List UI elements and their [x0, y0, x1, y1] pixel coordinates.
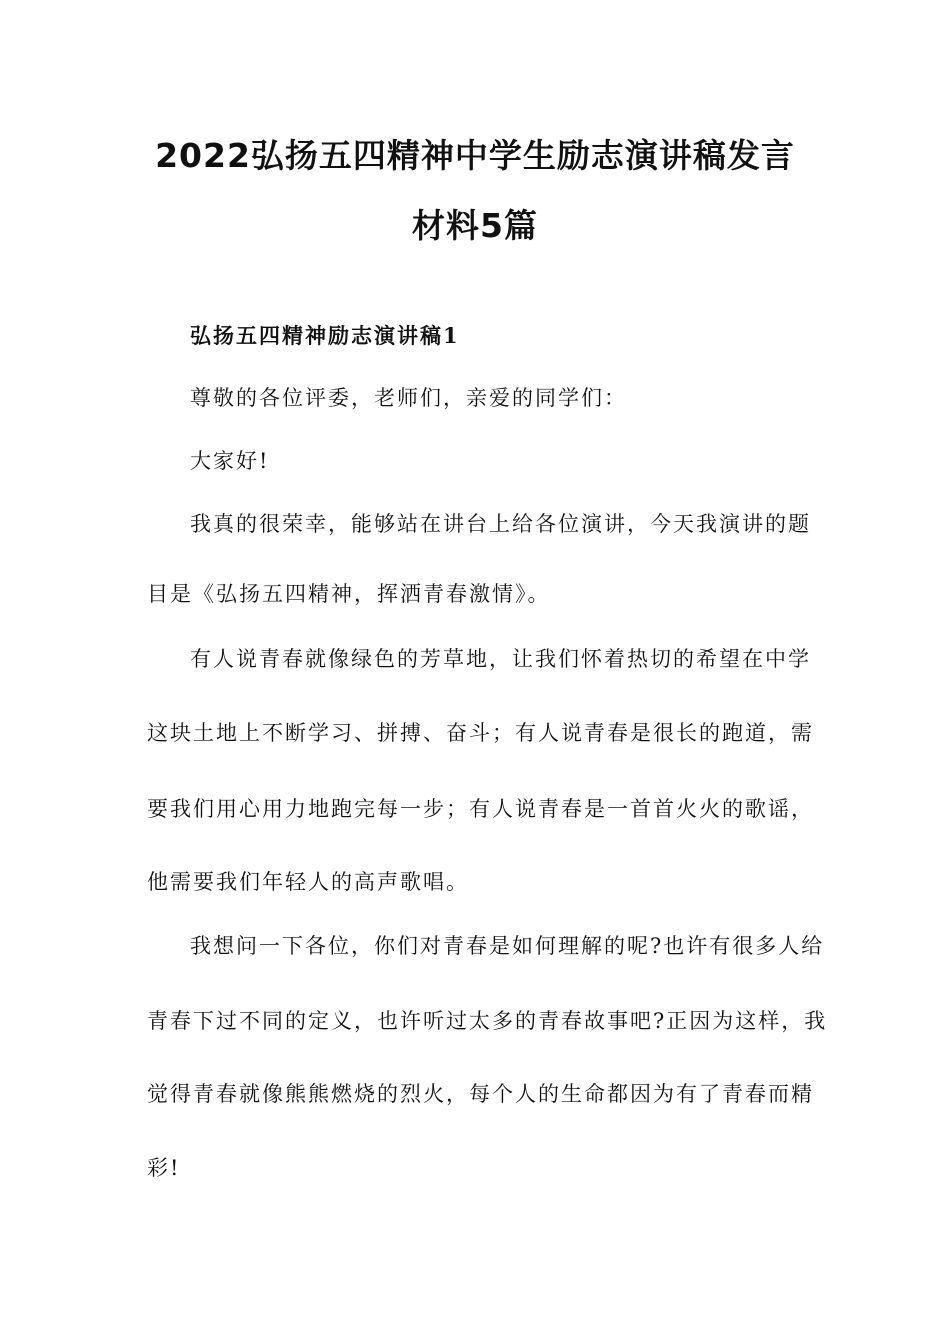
- paragraph-line: 觉得青春就像熊熊燃烧的烈火，每个人的生命都因为有了青春而精: [147, 1082, 814, 1106]
- section-heading: 弘扬五四精神励志演讲稿1: [190, 323, 460, 348]
- paragraph-line: 他需要我们年轻人的高声歌唱。: [147, 870, 469, 894]
- document-title-line-2: 材料5篇: [412, 206, 538, 245]
- paragraph-line: 有人说青春就像绿色的芳草地，让我们怀着热切的希望在中学: [190, 647, 811, 671]
- paragraph-line: 要我们用心用力地跑完每一步；有人说青春是一首首火火的歌谣，: [147, 797, 814, 821]
- paragraph-line: 青春下过不同的定义，也许听过太多的青春故事吧?正因为这样，我: [147, 1009, 828, 1033]
- salutation: 尊敬的各位评委，老师们，亲爱的同学们：: [190, 386, 627, 410]
- paragraph-line: 彩!: [147, 1156, 181, 1180]
- paragraph-line: 目是《弘扬五四精神，挥洒青春激情》。: [147, 582, 551, 606]
- paragraph-line: 我想问一下各位，你们对青春是如何理解的呢?也许有很多人给: [190, 934, 825, 958]
- document-title-line-1: 2022弘扬五四精神中学生励志演讲稿发言: [155, 136, 795, 175]
- greeting: 大家好!: [190, 449, 270, 473]
- paragraph-line: 我真的很荣幸，能够站在讲台上给各位演讲，今天我演讲的题: [190, 512, 811, 536]
- paragraph-line: 这块土地上不断学习、拼搏、奋斗；有人说青春是很长的跑道，需: [147, 721, 814, 745]
